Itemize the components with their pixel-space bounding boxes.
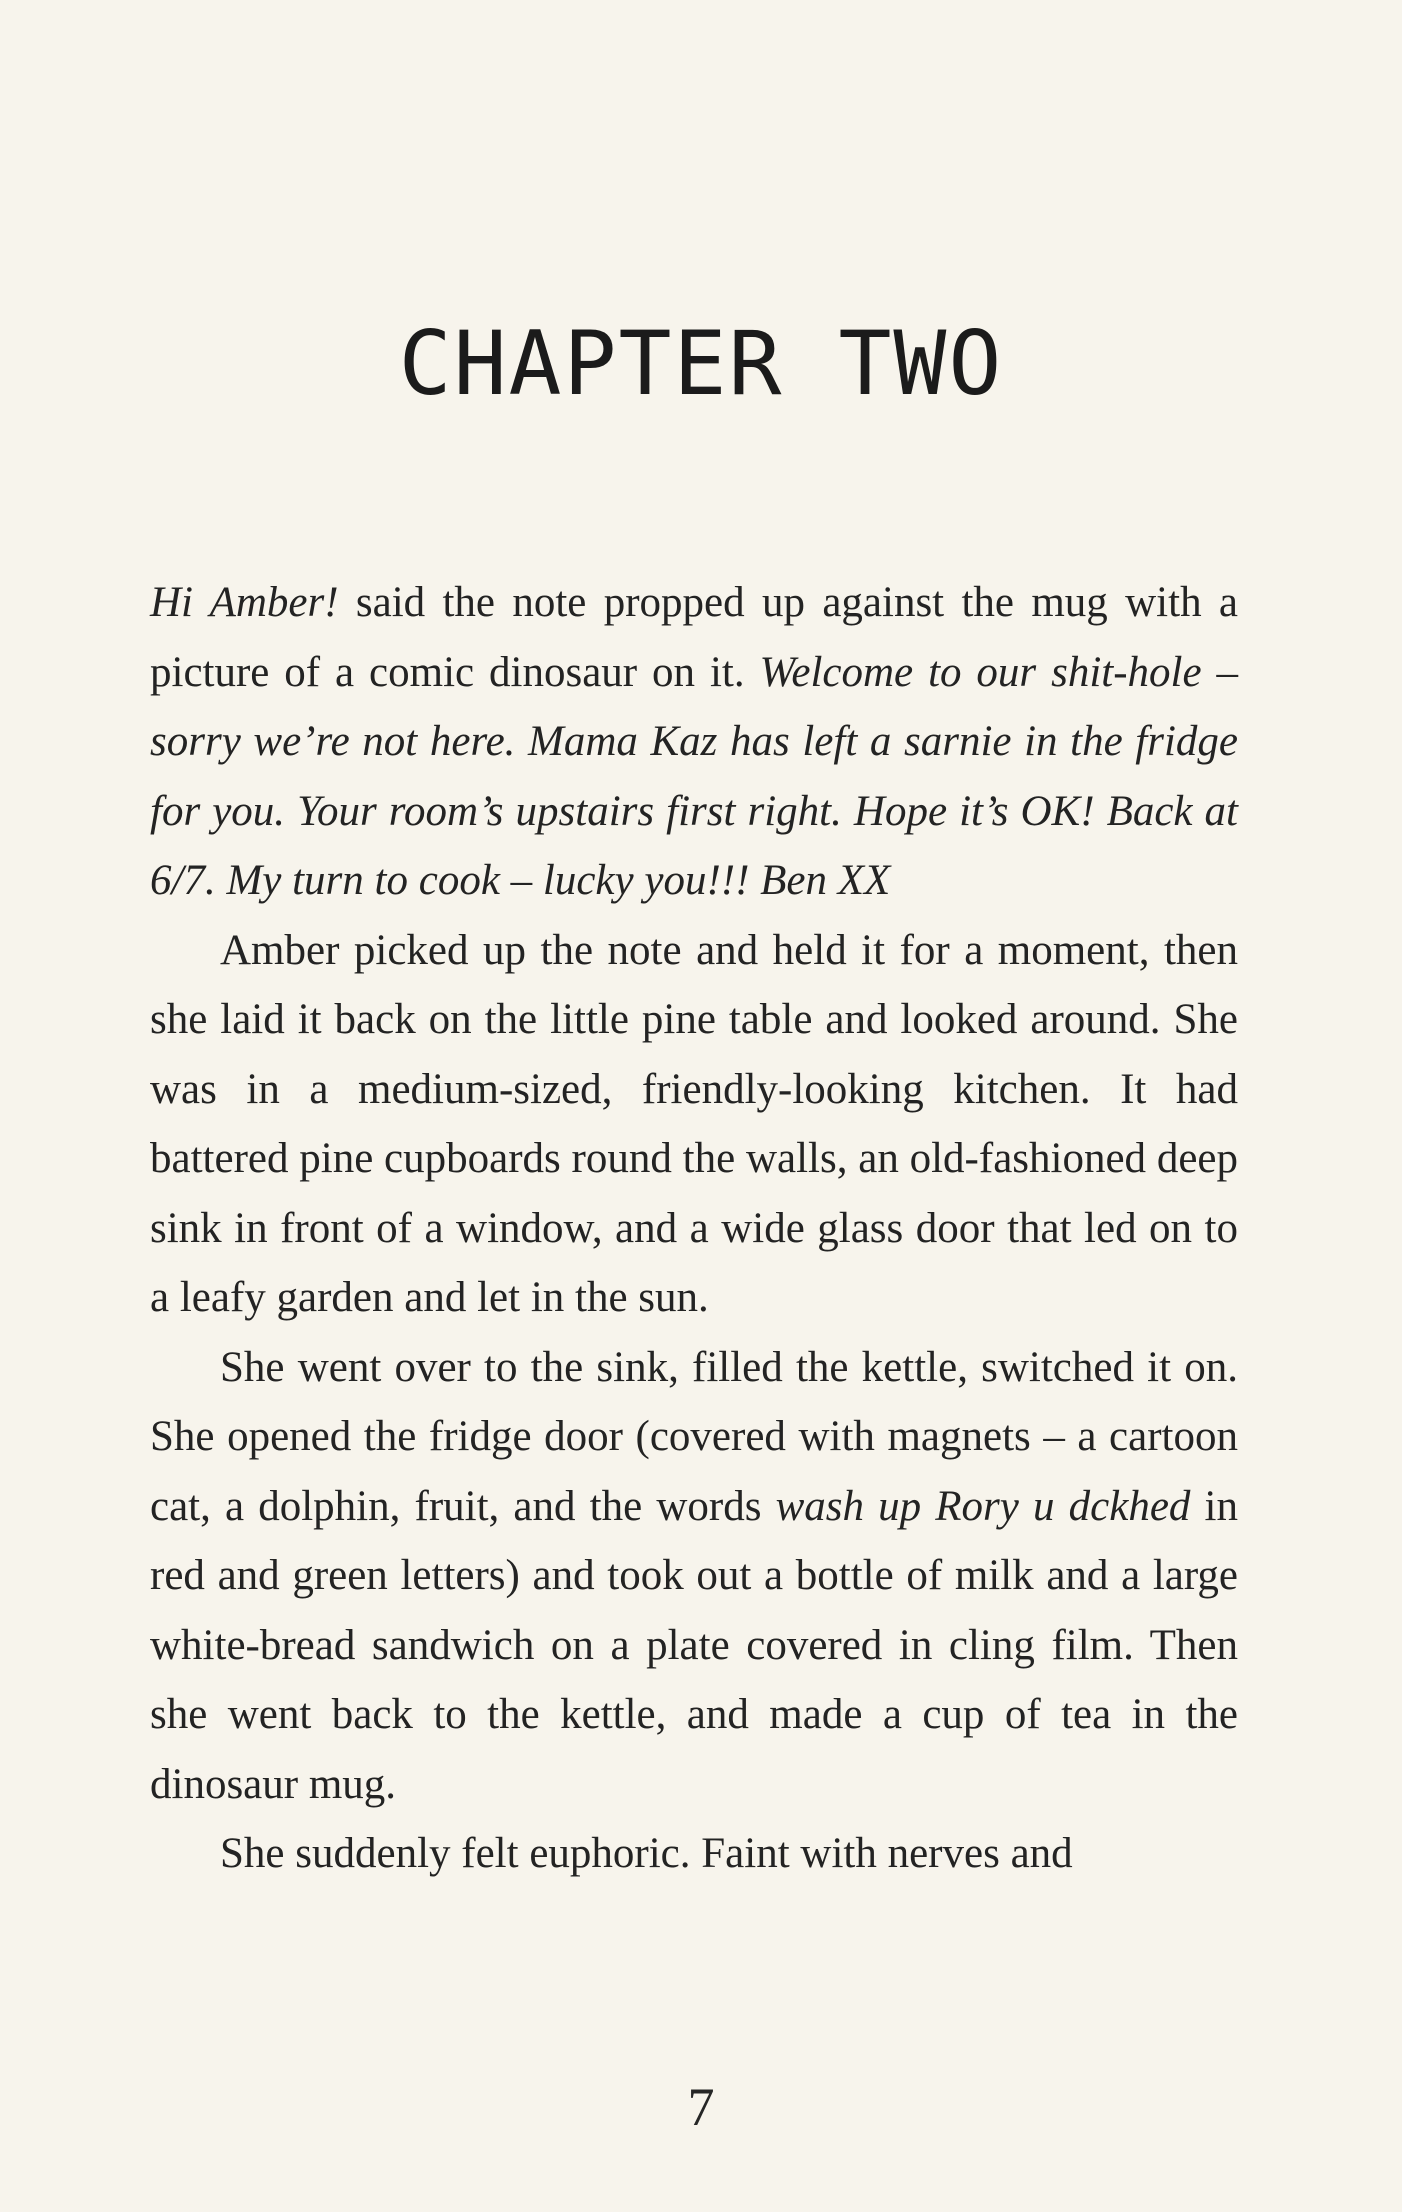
note-message: Welcome to our shit-hole – sorry we’re not here. Mama Kaz has left a sarnie in the fridge for you. Your room’s upstairs first right. Hope it’s OK! Back at 6/7. My turn to cook – lucky you!!! Ben XX [150,648,1238,904]
note-greeting: Hi Amber! [150,579,339,626]
fridge-magnet-words: wash up Rory u dckhed [775,1482,1191,1530]
chapter-title: CHAPTER TWO [398,312,1004,415]
paragraph-2 [150,1333,1238,1820]
note-paragraph [150,568,1238,916]
paragraph-2-part-1: She went over to the sink, filled the kettle, switched it on. She opened the fridge door (covered with magnets – a cartoon cat, a dolphin, fruit, and the words [150,1343,1238,1530]
paragraph-3: She suddenly felt euphoric. Faint with nerves and [220,1830,1073,1877]
paragraph-1: Amber picked up the note and held it for a moment, then she laid it back on the little pine table and looked around. She was in a medium-sized, friendly-looking kitchen. It had battered pine cupboards round the walls, an old-fashioned deep sink in front of a window, and a wide glass door that led on to a leafy garden and let in the sun. [150,926,1238,1321]
paragraph-2-part-2: in red and green letters) and took out a bottle of milk and a large white-bread sandwich on a plate covered in cling film. Then she went back to the kettle, and made a cup of tea in the dinosaur mug. [150,1482,1239,1808]
page-number: 7 [687,2077,715,2137]
note-narration: said the note propped up against the mug with a picture of a comic dinosaur on it. [150,579,1238,696]
body-text [150,568,1238,1889]
